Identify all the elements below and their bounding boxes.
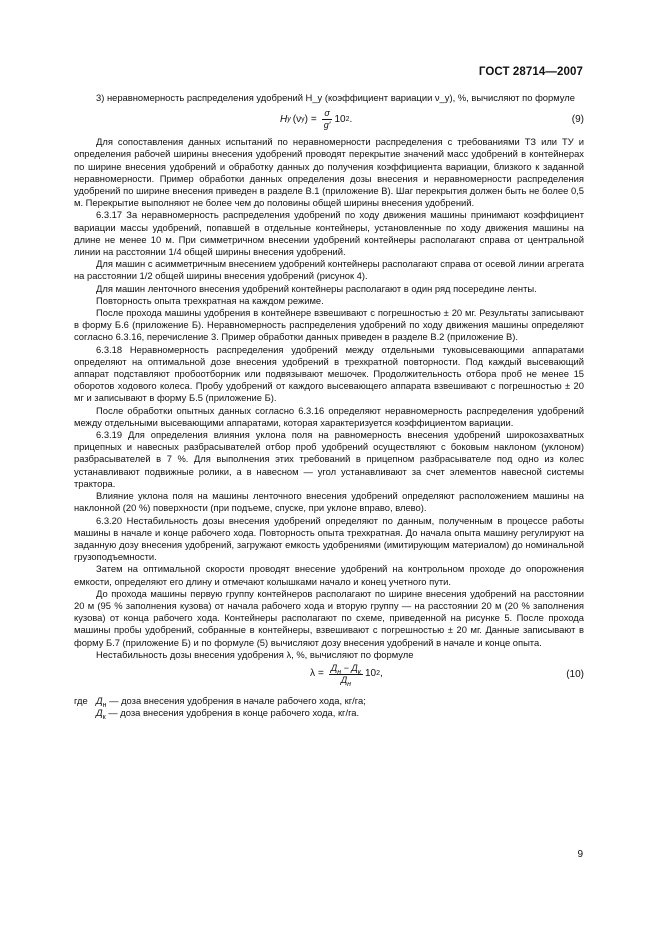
formula-9-arg: (ν <box>292 113 302 125</box>
paragraph-8: После обработки опытных данных согласно 6.3.16 определяют неравномерность распределения удобрений между отдельными высевающими аппаратами, которая характеризуется коэффициентом вариации. <box>74 404 584 428</box>
paragraph-5: Повторность опыта трехкратная на каждом режиме. <box>96 294 324 306</box>
formula-10-numerator <box>329 663 363 675</box>
formula-10-num-b: Д <box>351 662 358 673</box>
formula-9-numerator: σ <box>324 108 330 119</box>
formula-10-minus: − <box>343 662 349 673</box>
paragraph-6: После прохода машины удобрения в контейнере взвешивают с погрешностью ± 20 мг. Результаты записывают в форму Б.6 (приложение Б). Неравномерность распределения удобрений по ходу движения машины определяют согласно 6.3.16, перечисление 3. Пример обработки данных приведен в разделе В.2 (приложение В). <box>74 307 584 343</box>
formula-10-fraction <box>329 663 363 686</box>
paragraph-1: Для сопоставления данных испытаний по неравномерности распределения с требованиями ТЗ или ТУ и определения рабочей ширины внесения удобрений проводят перекрытие значений масс удобрений в контейнерах по ширине внесения удобрений и обработку данных до получения коэффициента вариации, близкого к заданной неравномерности. Пример обработки данных определения дозы внесения и неравномерности распределения удобрений по ширине внесения приведен в разделе В.1 (приложение В). Шаг перекрытия должен быть не более 0,5 м. Перекрытие выполняют не более чем до половины общей ширины внесения удобрений. <box>74 136 584 209</box>
formula-10-den-sub: н <box>347 680 352 688</box>
where-item-1 <box>74 695 584 707</box>
where-lead: где <box>74 694 88 706</box>
item-3-paragraph <box>74 92 584 104</box>
paragraph-10: Влияние уклона поля на машины ленточного внесения удобрений определяют расположением машины на наклонной (20 %) поверхности (при подъеме, спуске, при уклоне вправо, влево). <box>74 490 584 514</box>
paragraph-6-3-19: 6.3.19 Для определения влияния уклона поля на равномерность внесения удобрений широкозахватных прицепных и навесных разбрасывателей отбор проб удобрений осуществляют с боковым наклоном (уклоном) разбрасывателей в 7 %. Для выполнения этих требований в прицепном разбрасывателе под одно из колес устанавливают подвижные ролики, а в навесном — угол устанавливают за счет элементов навесной системы трактора. <box>74 429 584 489</box>
paragraph-6-3-18: 6.3.18 Неравномерность распределения удобрений между отдельными туковысевающими аппаратами определяют на оптимальной дозе внесения удобрений в трехкратной повторности. Под каждый высевающий аппарат подставляют пробоотборник или подвязывают мешочек. Продолжительность отбора проб не менее 15 оборотов ходового колеса. Пробу удобрений от каждого высевающего аппарата взвешивают с погрешностью ± 20 мг и записывают в форму Б.5 (приложение Б). <box>74 343 584 404</box>
formula-10-eq: = <box>318 668 324 680</box>
where-spacer <box>74 707 96 719</box>
formula-10-num-b-sub: к <box>357 668 361 676</box>
formula-10-num-a-sub: н <box>337 668 342 676</box>
paragraph-14: Нестабильность дозы внесения удобрения λ, %, вычисляют по формуле <box>96 648 414 660</box>
formula-9-number: (9) <box>571 114 584 126</box>
formula-10-num-a: Д <box>330 662 338 673</box>
where-item-2-symbol: Д <box>96 707 103 719</box>
paragraph-6-3-17: 6.3.17 За неравномерность распределения удобрений по ходу движения машины принимают коэффициент вариации массы удобрений, попавшей в отдельные контейнеры, установленные по ходу движения машины на длине не менее 10 м. При симметричном внесении удобрений контейнеры располагают справа от центральной линии на расстоянии 1/4 общей ширины внесения удобрений. <box>74 209 584 258</box>
where-item-1-symbol: Д <box>96 694 103 706</box>
formula-9-body: H у (ν у ) = $\frac{\sigma}{g'}$ 10 2 . <box>280 108 353 131</box>
page-number: 9 <box>577 849 583 860</box>
formula-10-number: (10) <box>566 668 584 680</box>
paragraph-6-3-20: 6.3.20 Нестабильность дозы внесения удобрений определяют по данным, полученным в процессе работы машины в начале и конце рабочего хода. Повторность опыта трехкратная. До начала опыта машину регулируют на заданную дозу внесения удобрений, загружают емкость удобрениями (имитирующим материалом) до номинальной грузоподъемности. <box>74 514 584 563</box>
where-item-2 <box>74 707 584 722</box>
where-item-2-text: — доза внесения удобрения в конце рабочего хода, кг/га. <box>105 707 360 719</box>
formula-9-arg-close: ) <box>304 113 308 125</box>
formula-9-denominator: g′ <box>323 120 331 131</box>
paragraph-4: Для машин ленточного внесения удобрений контейнеры располагают в один ряд посередине ленты. <box>96 282 537 294</box>
formula-9-dot: . <box>349 113 353 125</box>
item-3-text: 3) неравномерность распределения удобрений H_y (коэффициент вариации ν_y), %, вычисляют по формуле <box>96 92 575 103</box>
formula-9-factor: 10 <box>334 113 346 125</box>
formula-9 <box>74 108 584 136</box>
paragraph-12: Затем на оптимальной скорости проводят внесение удобрений на контрольном проходе до опорожнения емкости, определяют его длину и отмечают колышками начало и конец учетного пути. <box>74 563 584 587</box>
formula-10-denominator <box>339 675 353 686</box>
formula-10-body: λ = $\frac{Д_н - Д_к}{Д_н}$ 10 2 , <box>310 662 383 688</box>
formula-9-fraction <box>322 108 333 131</box>
page-content <box>74 92 584 722</box>
formula-9-eq: = <box>310 113 317 125</box>
formula-9-lhs: H <box>280 113 288 125</box>
where-item-1-text: — доза внесения удобрения в начале рабочего хода, кг/га; <box>106 694 366 706</box>
paragraph-13: До прохода машины первую группу контейнеров располагают по ширине внесения удобрений на расстоянии 20 м (95 % заполнения кузова) от начала рабочего хода и вторую группу — на расстоянии 20 м (20 % заполнения кузова) от конца рабочего хода. Контейнеры располагают по схеме, приведенной на рисунке 5. После прохода машины пробы удобрений, собранные в контейнеры, взвешивают с погрешностью ± 20 мг. Данные записывают в форму Б.7 (приложение Б) и по формуле (5) вычисляют дозу внесения удобрений в начале и конце опыта. <box>74 587 584 648</box>
paragraph-3: Для машин с асимметричным внесением удобрений контейнеры располагают справа от осевой линии агрегата на расстоянии 1/2 общей ширины внесения удобрений (рисунок 4). <box>74 258 584 282</box>
where-item-1-sub: н <box>102 701 107 709</box>
where-block <box>74 694 584 722</box>
document-header: ГОСТ 28714—2007 <box>478 66 583 78</box>
formula-10-den: Д <box>340 674 348 685</box>
formula-10 <box>74 661 584 695</box>
where-item-2-sub: к <box>102 714 106 722</box>
formula-10-comma: , <box>380 668 383 680</box>
formula-10-factor: 10 <box>365 668 377 680</box>
formula-10-lhs: λ <box>310 668 315 680</box>
